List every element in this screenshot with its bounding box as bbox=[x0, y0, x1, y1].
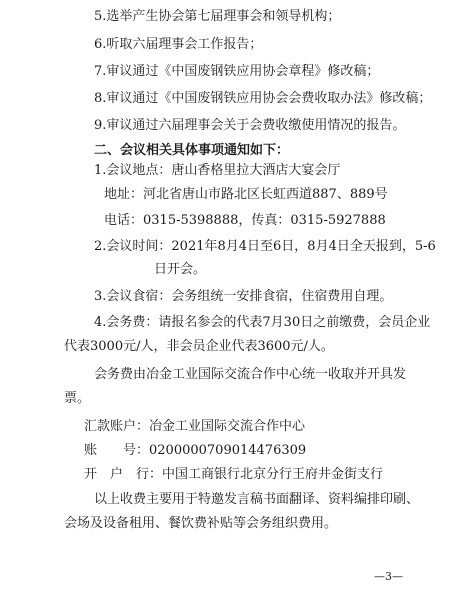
agenda-item-8: 8.审议通过《中国废钢铁应用协会会费收取办法》修改稿； bbox=[94, 91, 432, 106]
bank-account-name: 汇款账户：冶金工业国际交流合作中心 bbox=[84, 419, 306, 434]
collection-line-2: 票。 bbox=[64, 391, 91, 406]
venue-phone: 电话：0315-5398888，传真：0315-5927888 bbox=[104, 213, 386, 228]
agenda-item-7: 7.审议通过《中国废钢铁应用协会章程》修改稿； bbox=[94, 64, 380, 79]
agenda-item-9: 9.审议通过六届理事会关于会费收缴使用情况的报告。 bbox=[94, 118, 406, 133]
bank-name: 开 户 行：中国工商银行北京分行王府井金街支行 bbox=[84, 467, 384, 482]
section-heading: 二、会议相关具体事项通知如下： bbox=[94, 143, 290, 158]
usage-line-2: 会场及设备租用、餐饮费补贴等会务组织费用。 bbox=[64, 516, 338, 531]
usage-line-1: 以上收费主要用于特邀发言稿书面翻译、资料编排印刷、 bbox=[94, 492, 420, 507]
bank-account-number: 账 号：0200000709014476309 bbox=[84, 443, 307, 458]
lodging-line: 3.会议食宿：会务组统一安排食宿，住宿费用自理。 bbox=[94, 289, 393, 304]
agenda-item-5: 5.选举产生协会第七届理事会和领导机构； bbox=[94, 9, 341, 24]
page-number: —3— bbox=[374, 570, 403, 583]
collection-line-1: 会务费由冶金工业国际交流合作中心统一收取并开具发 bbox=[94, 367, 407, 382]
time-line-1: 2.会议时间：2021年8月4日至6日，8月4日全天报到，5-6 bbox=[94, 239, 436, 254]
venue-line: 1.会议地点：唐山香格里拉大酒店大宴会厅 bbox=[94, 163, 341, 178]
fee-line-2: 代表3000元/人，非会员企业代表3600元/人。 bbox=[64, 339, 334, 354]
fee-line-1: 4.会务费：请报名参会的代表7月30日之前缴费，会员企业 bbox=[94, 315, 431, 330]
agenda-item-6: 6.听取六届理事会工作报告； bbox=[94, 37, 263, 52]
venue-address: 地址：河北省唐山市路北区长虹西道887、889号 bbox=[104, 187, 388, 202]
time-line-2: 日开会。 bbox=[154, 262, 207, 277]
